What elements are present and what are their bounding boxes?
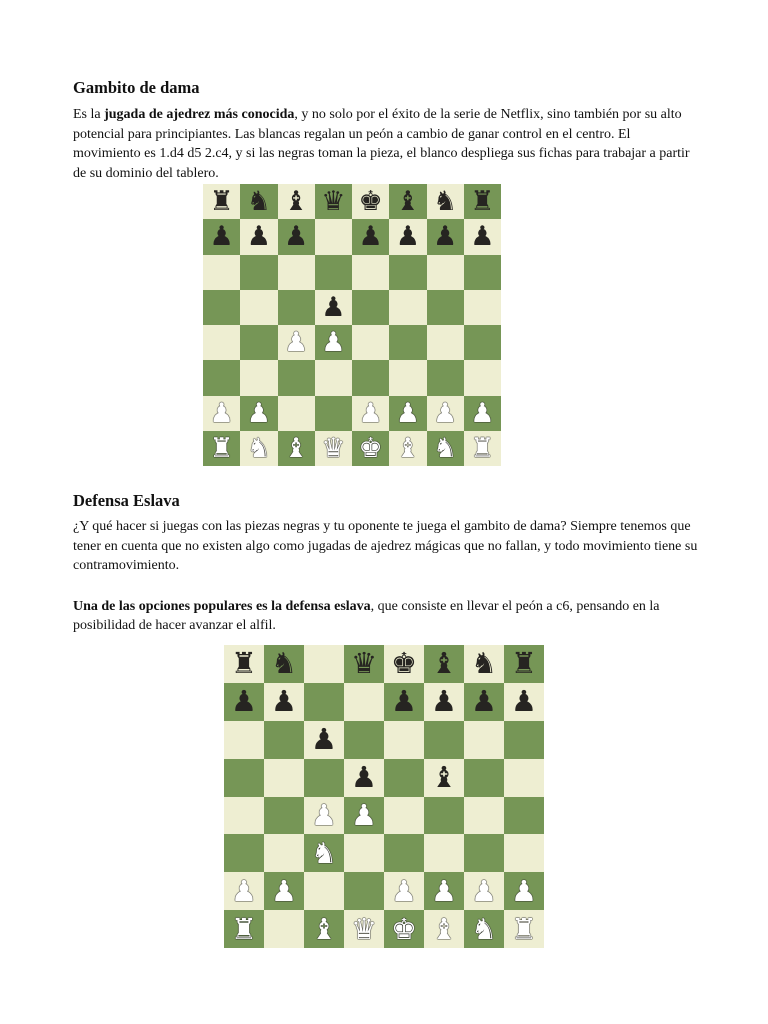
square-b6	[264, 721, 304, 759]
black-pawn-icon: ♟	[358, 221, 383, 253]
square-a1	[203, 431, 240, 466]
square-a3	[224, 834, 264, 872]
square-b1	[240, 431, 277, 466]
square-g5	[427, 290, 464, 325]
square-b4	[264, 797, 304, 835]
square-g7	[427, 219, 464, 254]
square-a5	[224, 759, 264, 797]
black-pawn-icon: ♟	[470, 221, 495, 253]
square-d4	[344, 797, 384, 835]
white-pawn-icon: ♟	[311, 797, 337, 832]
square-b8	[264, 645, 304, 683]
square-c5	[304, 759, 344, 797]
white-king-icon: ♚	[358, 432, 383, 464]
square-h1	[464, 431, 501, 466]
black-knight-icon: ♞	[246, 186, 271, 218]
white-rook-icon: ♜	[231, 911, 257, 946]
black-pawn-icon: ♟	[395, 221, 420, 253]
square-h5	[504, 759, 544, 797]
black-queen-icon: ♛	[321, 186, 346, 218]
black-knight-icon: ♞	[271, 646, 297, 681]
square-f8	[389, 184, 426, 219]
square-f2	[424, 872, 464, 910]
square-e1	[352, 431, 389, 466]
square-f1	[424, 910, 464, 948]
square-g8	[427, 184, 464, 219]
square-f7	[424, 683, 464, 721]
square-e1	[384, 910, 424, 948]
square-h7	[464, 219, 501, 254]
square-h7	[504, 683, 544, 721]
black-pawn-icon: ♟	[431, 684, 457, 719]
square-h2	[504, 872, 544, 910]
square-g3	[464, 834, 504, 872]
white-pawn-icon: ♟	[246, 397, 271, 429]
paragraph-text: , que consiste en llevar el peón a c6, pensando en la posibilidad de hacer avanzar el alfil.	[73, 598, 660, 634]
square-c2	[304, 872, 344, 910]
white-pawn-icon: ♟	[431, 873, 457, 908]
square-c6	[278, 255, 315, 290]
square-a8	[224, 645, 264, 683]
square-d7	[344, 683, 384, 721]
square-d2	[315, 396, 352, 431]
black-king-icon: ♚	[391, 646, 417, 681]
white-knight-icon: ♞	[311, 835, 337, 870]
square-d6	[315, 255, 352, 290]
square-h3	[504, 834, 544, 872]
square-c1	[304, 910, 344, 948]
square-d8	[315, 184, 352, 219]
white-pawn-icon: ♟	[358, 397, 383, 429]
square-f6	[389, 255, 426, 290]
square-h3	[464, 360, 501, 395]
square-b3	[240, 360, 277, 395]
square-d5	[315, 290, 352, 325]
square-a3	[203, 360, 240, 395]
square-d4	[315, 325, 352, 360]
white-pawn-icon: ♟	[351, 797, 377, 832]
square-a4	[203, 325, 240, 360]
square-h2	[464, 396, 501, 431]
black-pawn-icon: ♟	[471, 684, 497, 719]
chessboard-defensa-eslava	[224, 645, 544, 948]
square-a6	[203, 255, 240, 290]
black-rook-icon: ♜	[511, 646, 537, 681]
square-g1	[464, 910, 504, 948]
square-c2	[278, 396, 315, 431]
square-d7	[315, 219, 352, 254]
square-a7	[224, 683, 264, 721]
section-title-defensa-eslava: Defensa Eslava	[73, 491, 180, 510]
black-pawn-icon: ♟	[209, 221, 234, 253]
white-pawn-icon: ♟	[231, 873, 257, 908]
black-bishop-icon: ♝	[395, 186, 420, 218]
square-b2	[264, 872, 304, 910]
square-c1	[278, 431, 315, 466]
black-bishop-icon: ♝	[431, 646, 457, 681]
white-bishop-icon: ♝	[311, 911, 337, 946]
square-g4	[427, 325, 464, 360]
square-a8	[203, 184, 240, 219]
square-g4	[464, 797, 504, 835]
square-e2	[352, 396, 389, 431]
square-e7	[384, 683, 424, 721]
square-a5	[203, 290, 240, 325]
square-c3	[304, 834, 344, 872]
square-h6	[464, 255, 501, 290]
black-rook-icon: ♜	[470, 186, 495, 218]
square-f3	[424, 834, 464, 872]
square-c4	[278, 325, 315, 360]
square-d3	[344, 834, 384, 872]
square-b7	[240, 219, 277, 254]
white-rook-icon: ♜	[209, 432, 234, 464]
square-c8	[304, 645, 344, 683]
square-g5	[464, 759, 504, 797]
square-d6	[344, 721, 384, 759]
square-g1	[427, 431, 464, 466]
black-pawn-icon: ♟	[271, 684, 297, 719]
square-b6	[240, 255, 277, 290]
square-h6	[504, 721, 544, 759]
white-knight-icon: ♞	[246, 432, 271, 464]
square-e5	[352, 290, 389, 325]
paragraph-bold-text: jugada de ajedrez más conocida	[104, 107, 295, 122]
square-g3	[427, 360, 464, 395]
square-e8	[352, 184, 389, 219]
square-h1	[504, 910, 544, 948]
white-king-icon: ♚	[391, 911, 417, 946]
black-knight-icon: ♞	[471, 646, 497, 681]
black-pawn-icon: ♟	[433, 221, 458, 253]
white-queen-icon: ♛	[351, 911, 377, 946]
black-pawn-icon: ♟	[246, 221, 271, 253]
square-g2	[427, 396, 464, 431]
black-pawn-icon: ♟	[351, 760, 377, 795]
square-d3	[315, 360, 352, 395]
document-section-2	[73, 490, 698, 636]
square-c8	[278, 184, 315, 219]
paragraph-bold-text: Una de las opciones populares es la defensa eslava	[73, 598, 371, 614]
square-b8	[240, 184, 277, 219]
square-e4	[384, 797, 424, 835]
square-g6	[464, 721, 504, 759]
white-pawn-icon: ♟	[209, 397, 234, 429]
square-e6	[384, 721, 424, 759]
square-h4	[464, 325, 501, 360]
square-a2	[224, 872, 264, 910]
square-d1	[315, 431, 352, 466]
black-bishop-icon: ♝	[284, 186, 309, 218]
white-rook-icon: ♜	[511, 911, 537, 946]
white-pawn-icon: ♟	[511, 873, 537, 908]
black-pawn-icon: ♟	[231, 684, 257, 719]
square-g6	[427, 255, 464, 290]
square-f5	[424, 759, 464, 797]
square-e3	[352, 360, 389, 395]
square-f4	[424, 797, 464, 835]
square-b5	[264, 759, 304, 797]
square-f6	[424, 721, 464, 759]
square-a1	[224, 910, 264, 948]
white-knight-icon: ♞	[471, 911, 497, 946]
white-rook-icon: ♜	[470, 432, 495, 464]
document-page	[73, 77, 698, 183]
square-c3	[278, 360, 315, 395]
white-pawn-icon: ♟	[271, 873, 297, 908]
square-f2	[389, 396, 426, 431]
square-h8	[464, 184, 501, 219]
white-pawn-icon: ♟	[391, 873, 417, 908]
square-c7	[278, 219, 315, 254]
square-e3	[384, 834, 424, 872]
square-b4	[240, 325, 277, 360]
black-bishop-icon: ♝	[431, 760, 457, 795]
white-pawn-icon: ♟	[471, 873, 497, 908]
square-d2	[344, 872, 384, 910]
black-queen-icon: ♛	[351, 646, 377, 681]
black-knight-icon: ♞	[433, 186, 458, 218]
square-c7	[304, 683, 344, 721]
square-c5	[278, 290, 315, 325]
white-pawn-icon: ♟	[284, 327, 309, 359]
square-c4	[304, 797, 344, 835]
chessboard-gambito-de-dama	[203, 184, 501, 466]
black-pawn-icon: ♟	[311, 722, 337, 757]
white-bishop-icon: ♝	[395, 432, 420, 464]
square-b7	[264, 683, 304, 721]
square-e8	[384, 645, 424, 683]
square-e7	[352, 219, 389, 254]
square-e4	[352, 325, 389, 360]
square-f5	[389, 290, 426, 325]
black-pawn-icon: ♟	[284, 221, 309, 253]
square-a6	[224, 721, 264, 759]
paragraph-defensa-eslava-intro: ¿Y qué hacer si juegas con las piezas negras y tu oponente te juega el gambito de dama? Siempre tenemos que tener en cuenta que no existen algo como jugadas de ajedrez mágicas que no fallan, y todo movimiento tiene su contramovimiento.	[73, 519, 698, 574]
black-rook-icon: ♜	[231, 646, 257, 681]
square-h4	[504, 797, 544, 835]
square-b3	[264, 834, 304, 872]
black-rook-icon: ♜	[209, 186, 234, 218]
white-pawn-icon: ♟	[395, 397, 420, 429]
square-e5	[384, 759, 424, 797]
square-b1	[264, 910, 304, 948]
square-d8	[344, 645, 384, 683]
white-pawn-icon: ♟	[321, 327, 346, 359]
white-queen-icon: ♛	[321, 432, 346, 464]
square-d5	[344, 759, 384, 797]
square-b5	[240, 290, 277, 325]
square-b2	[240, 396, 277, 431]
white-knight-icon: ♞	[433, 432, 458, 464]
white-bishop-icon: ♝	[284, 432, 309, 464]
black-pawn-icon: ♟	[391, 684, 417, 719]
paragraph-text: Es la	[73, 107, 105, 122]
paragraph-defensa-eslava-description	[73, 597, 698, 636]
square-c6	[304, 721, 344, 759]
square-g8	[464, 645, 504, 683]
paragraph-gambito	[73, 105, 698, 183]
square-h8	[504, 645, 544, 683]
square-f1	[389, 431, 426, 466]
square-h5	[464, 290, 501, 325]
square-a7	[203, 219, 240, 254]
section-title-gambito: Gambito de dama	[73, 78, 200, 97]
square-d1	[344, 910, 384, 948]
square-e2	[384, 872, 424, 910]
black-pawn-icon: ♟	[511, 684, 537, 719]
white-pawn-icon: ♟	[433, 397, 458, 429]
square-f8	[424, 645, 464, 683]
square-g7	[464, 683, 504, 721]
square-a4	[224, 797, 264, 835]
square-a2	[203, 396, 240, 431]
square-f3	[389, 360, 426, 395]
square-g2	[464, 872, 504, 910]
paragraph-text: , y no solo por el éxito de la serie de Netflix, sino también por su alto potencial para principiantes. Las blancas regalan un peón a cambio de ganar control en el centro. El movimiento es 1.d4 d5 2.c4, y si las negras toman la pieza, el blanco despliega sus fichas para trabajar a partir de su dominio del tablero.	[73, 107, 690, 181]
square-e6	[352, 255, 389, 290]
black-king-icon: ♚	[358, 186, 383, 218]
white-pawn-icon: ♟	[470, 397, 495, 429]
square-f4	[389, 325, 426, 360]
black-pawn-icon: ♟	[321, 291, 346, 323]
square-f7	[389, 219, 426, 254]
white-bishop-icon: ♝	[431, 911, 457, 946]
